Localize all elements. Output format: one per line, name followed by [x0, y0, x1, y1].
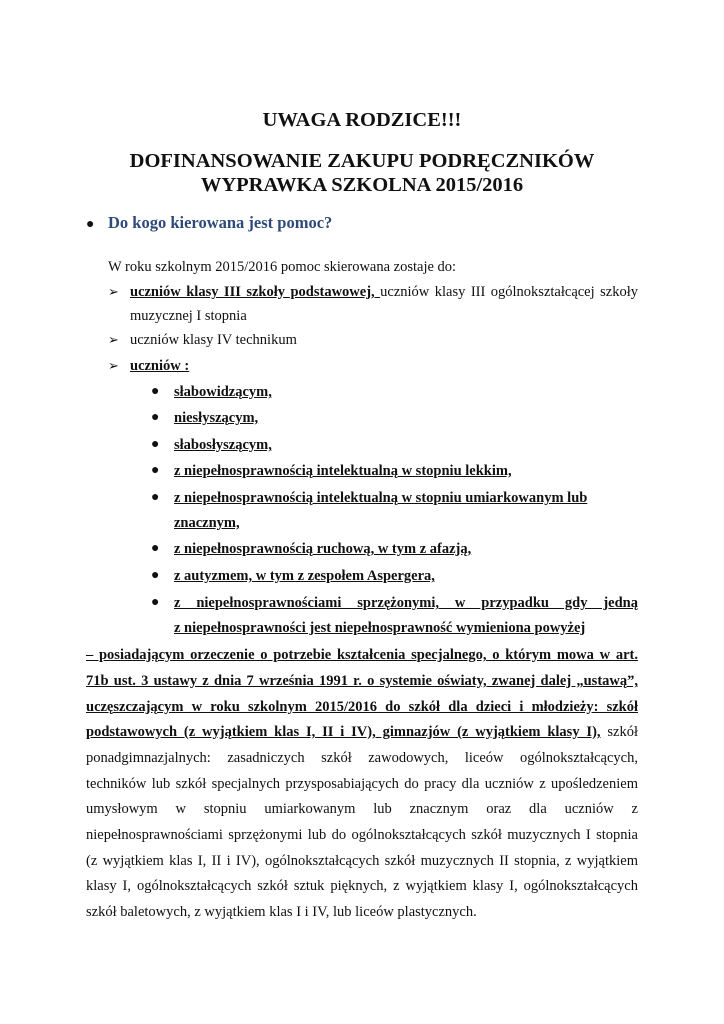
bullet-icon: ● — [151, 595, 160, 610]
section-heading-text: Do kogo kierowana jest pomoc? — [108, 213, 333, 232]
arrow-item-1-continuation: muzycznej I stopnia — [130, 308, 247, 324]
page-title: UWAGA RODZICE!!! — [262, 109, 462, 131]
intro-text: W roku szkolnym 2015/2016 pomoc skierowana zostaje do: — [108, 259, 457, 275]
paragraph-line: (z wyjątkiem klas I, II i IV), ogólnokształcących szkół muzycznych II stopnia, z wyjątkiem — [86, 853, 638, 869]
arrow-item-1 — [130, 283, 638, 301]
list-item: z niepełnosprawnością intelektualną w stopniu lekkim, — [174, 463, 512, 479]
bullet-icon: ● — [151, 437, 160, 452]
arrow-item-1-bold: uczniów klasy III szkoły podstawowej, — [130, 284, 381, 300]
bullet-icon: ● — [151, 568, 160, 583]
section-heading — [86, 213, 332, 235]
list-item: z niepełnosprawnością ruchową, w tym z afazją, — [174, 541, 472, 557]
paragraph-line: szkół baletowych, z wyjątkiem klas I i IV, lub liceów plastycznych. — [86, 904, 477, 920]
list-item: z autyzmem, w tym z zespołem Aspergera, — [174, 568, 435, 584]
list-item-continuation: z niepełnosprawności jest niepełnosprawność wymieniona powyżej — [174, 620, 586, 636]
arrow-item-3: uczniów : — [130, 358, 190, 374]
paragraph-line: umysłowym w stopniu umiarkowanym lub znacznym oraz dla uczniów z — [86, 801, 638, 817]
list-item: z niepełnosprawnością intelektualną w stopniu umiarkowanym lub — [174, 490, 588, 506]
paragraph-line: – posiadającym orzeczenie o potrzebie kształcenia specjalnego, o którym mowa w art. — [86, 647, 638, 663]
list-item: z niepełnosprawnościami sprzężonymi, w przypadku gdy jedną — [174, 595, 638, 611]
page-subtitle-2: WYPRAWKA SZKOLNA 2015/2016 — [200, 174, 524, 196]
arrow-item-1-rest: uczniów klasy III ogólnokształcącej szkoły — [380, 284, 638, 300]
paragraph-line: techników lub szkół specjalnych przysposabiających do pracy dla uczniów z upośledzeniem — [86, 776, 638, 792]
arrow-bullet-icon: ➢ — [108, 284, 119, 299]
bullet-icon: ● — [151, 541, 160, 556]
arrow-bullet-icon: ➢ — [108, 358, 119, 373]
arrow-bullet-icon: ➢ — [108, 332, 119, 347]
list-item: niesłyszącym, — [174, 410, 259, 426]
paragraph-line: klasy I, ogólnokształcących szkół sztuk pięknych, z wyjątkiem klasy I, ogólnokształcących — [86, 878, 638, 894]
bullet-icon: ● — [151, 410, 160, 425]
list-item-continuation: znacznym, — [174, 515, 240, 531]
paragraph-segment: szkół — [600, 724, 639, 740]
bullet-icon: ● — [151, 384, 160, 399]
paragraph-line: niepełnosprawnościami sprzężonymi lub do ogólnokształcących szkół muzycznych I stopnia — [86, 827, 638, 843]
list-item: słabosłyszącym, — [174, 437, 272, 453]
list-item: słabowidzącym, — [174, 384, 272, 400]
paragraph-line: 71b ust. 3 ustawy z dnia 7 września 1991 r. o systemie oświaty, zwanej dalej „ustawą”, — [86, 673, 638, 689]
paragraph-line: ponadgimnazjalnych: zasadniczych szkół zawodowych, liceów ogólnokształcących, — [86, 750, 638, 766]
bullet-icon: ● — [151, 463, 160, 478]
paragraph-line — [86, 723, 638, 741]
bullet-icon: ● — [151, 490, 160, 505]
paragraph-bold-segment: podstawowych (z wyjątkiem klas I, II i IV), gimnazjów (z wyjątkiem klasy I), — [86, 724, 601, 740]
bullet-icon: ● — [86, 217, 95, 232]
paragraph-line: uczęszczającym w roku szkolnym 2015/2016 do szkół dla dzieci i młodzieży: szkół — [86, 699, 638, 715]
page-subtitle-1: DOFINANSOWANIE ZAKUPU PODRĘCZNIKÓW — [129, 150, 595, 172]
arrow-item-2: uczniów klasy IV technikum — [130, 332, 297, 348]
